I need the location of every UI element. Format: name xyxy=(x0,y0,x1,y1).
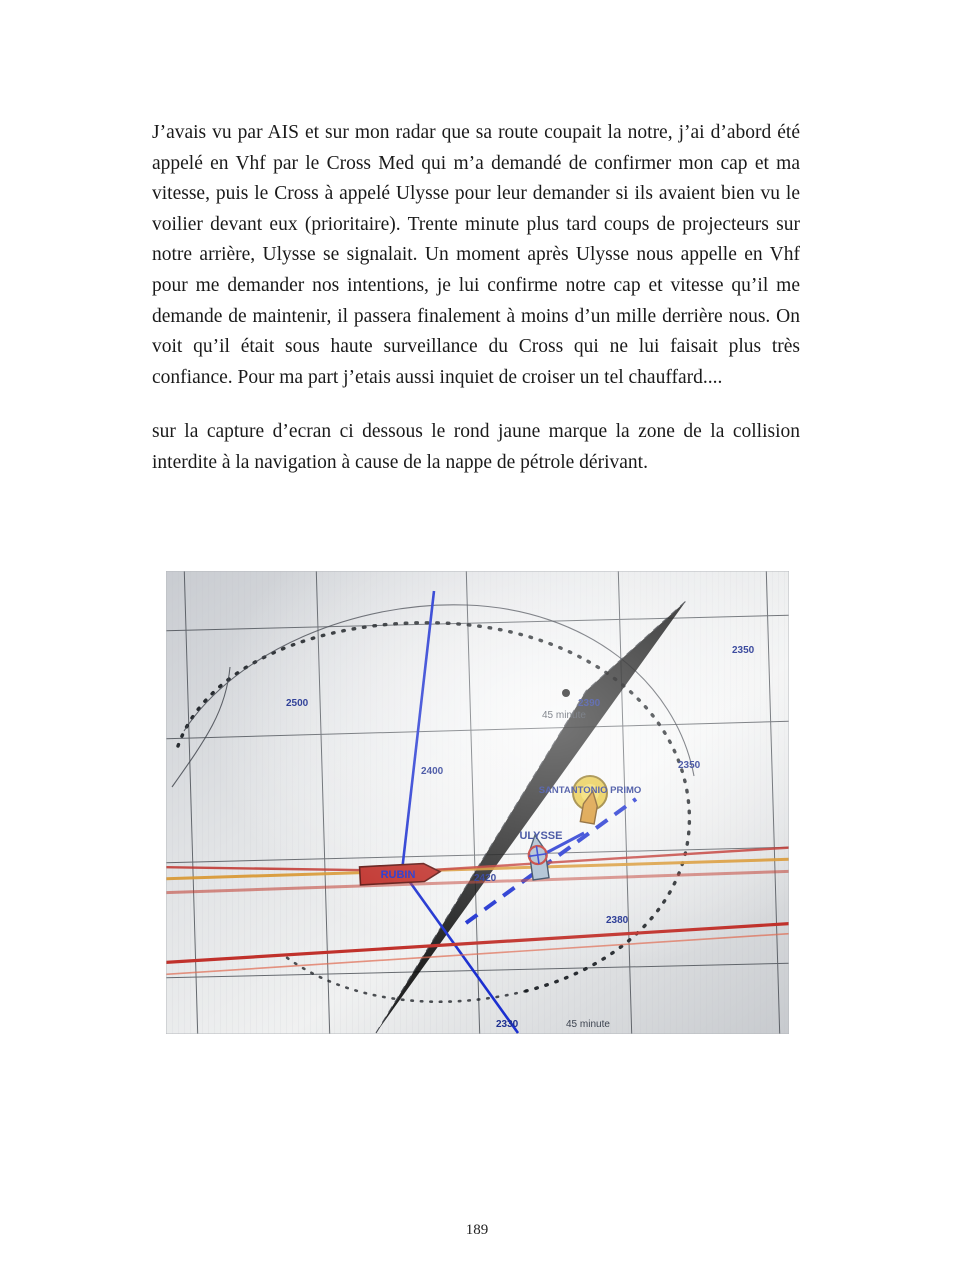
page-text-body xyxy=(152,118,800,479)
paragraph-2: sur la capture d’ecran ci dessous le rond jaune marque la zone de la collision interdite à la navigation à cause de la nappe de pétrole dérivant. xyxy=(152,421,800,473)
figure-screenshot-navigation-chart xyxy=(166,571,789,1034)
page-number: 189 xyxy=(465,1222,489,1238)
paragraph-1: J’avais vu par AIS et sur mon radar que sa route coupait la notre, j’ai d’abord été appelé en Vhf par le Cross Med qui m’a demandé de confirmer mon cap et ma vitesse, puis le Cross à appelé Ulysse pour leur demander si ils avaient bien vu le voilier devant eux (prioritaire). Trente minute plus tard coups de projecteurs sur notre arrière, Ulysse se signalait. Un moment après Ulysse nous appelle en Vhf pour me demander nos intentions, je lui confirme notre cap et vitesse qu’il me demande de maintenir, il passera finalement à moins d’un mille derrière nous. On voit qu’il était sous haute surveillance du Cross qui ne lui faisait plus très confiance. Pour ma part j’etais aussi inquiet de croiser un tel chauffard.... xyxy=(152,122,800,388)
